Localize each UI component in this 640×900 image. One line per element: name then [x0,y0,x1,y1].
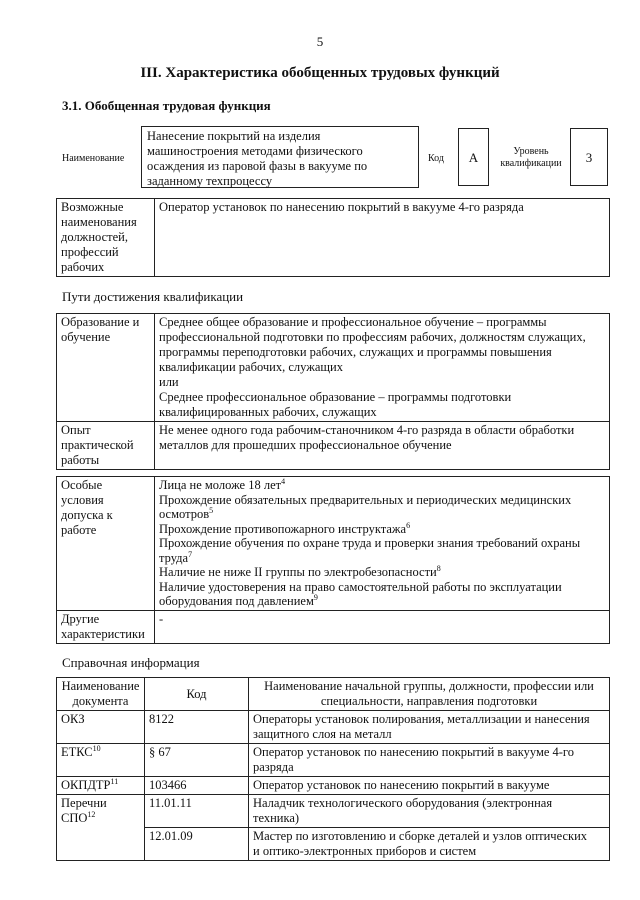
footnote-ref: 4 [281,476,286,486]
other-label [57,610,155,643]
doc-name: Перечни [61,796,107,810]
text-line: разряда [253,760,294,774]
label-line: рабочих [61,260,105,274]
text-line: защитного слоя на металл [253,727,392,741]
condition-text: труда [159,550,189,565]
condition-text: Прохождение обязательных предварительных и периодических медицинских [159,492,572,507]
special-conditions-value [155,477,610,611]
doc-name: СПО [61,811,88,825]
possible-names-label [57,199,155,277]
ref-code: 11.01.11 [145,795,249,828]
text-line: металлов для прошедших профессиональное обучение [159,438,452,452]
ref-doc [57,744,145,777]
text-line: Операторы установок полирования, металлизации и нанесения [253,712,590,726]
label-line: условия [61,493,104,507]
label-line: характеристики [61,626,145,641]
qualification-paths-heading: Пути достижения квалификации [62,289,244,304]
condition-text: Наличие удостоверения на право самостоятельной работы по эксплуатации [159,579,562,594]
level-label-line: Уровень [513,146,549,157]
education-value [155,314,610,422]
ref-code: § 67 [145,744,249,777]
text-line: и оптико-электронных приборов и систем [253,844,477,858]
ref-code: 8122 [145,711,249,744]
condition-item [159,551,605,566]
footnote-ref: 10 [92,743,101,753]
footnote-ref: 9 [313,592,318,602]
ref-name [249,744,610,777]
label-line: наименования [61,215,137,229]
experience-value [155,422,610,470]
label-line: практической [61,438,134,452]
label-line: Опыт [61,423,91,437]
education-label [57,314,155,422]
function-name-line: Нанесение покрытий на изделия [147,129,321,143]
function-name-line: машиностроения методами физического [147,144,363,158]
table-row [57,795,610,828]
text-line: Оператор установок по нанесению покрытий в вакууме [253,778,550,792]
ref-header-name [249,678,610,711]
text-line: Оператор установок по нанесению покрытий в вакууме 4-го [253,745,575,759]
other-value: - [155,610,610,643]
ref-name [249,711,610,744]
condition-text: Прохождение обучения по охране труда и проверки знания требований охраны [159,536,581,550]
header-line: специальности, направления подготовки [320,694,538,708]
code-label: Код [428,153,444,164]
table-row [57,711,610,744]
function-name-box [141,126,419,188]
text-line: Среднее профессиональное образование – программы подготовки [159,390,512,404]
level-label-line: квалификации [500,158,562,169]
doc-name: ЕТКС [61,745,93,759]
section-subtitle: 3.1. Обобщенная трудовая функция [62,98,271,113]
ref-name [249,777,610,795]
experience-label [57,422,155,470]
text-line: Не менее одного года рабочим-станочником 4-го разряда в области обработки [159,423,575,437]
level-value: 3 [570,128,608,186]
condition-text: Лица не моложе 18 лет [159,478,282,492]
condition-text: Прохождение противопожарного инструктажа [159,521,407,536]
condition-item [159,507,605,522]
doc-name: ОКПДТР [61,778,111,792]
ref-code: 12.01.09 [145,828,249,861]
label-line: работе [61,523,97,537]
label-line: профессий [61,245,119,259]
possible-names-table [56,198,610,277]
footnote-ref: 5 [209,505,214,515]
ref-name [249,795,610,828]
page-title: III. Характеристика обобщенных трудовых функций [140,65,500,81]
footnote-ref: 7 [188,549,193,559]
condition-item [159,565,605,580]
header-line: Наименование [61,679,140,693]
label-line: Другие [61,611,100,626]
conditions-table [56,476,610,644]
reference-heading: Справочная информация [62,655,200,670]
qualification-table [56,313,610,470]
footnote-ref: 6 [406,520,411,530]
name-label: Наименование [62,153,125,164]
header-line: Наименование начальной группы, должности, профессии или [264,679,594,693]
level-label [494,146,568,170]
label-line: должностей, [61,230,128,244]
function-name-line: заданному техпроцессу [147,174,273,188]
text-line: профессиональной подготовки по профессиям рабочих, должностям служащих, [159,330,586,344]
text-line: программы переподготовки рабочих, служащих и программы повышения [159,345,552,359]
page-number: 5 [316,34,324,49]
ref-doc [57,777,145,795]
label-line: допуска к [61,508,113,522]
header-line: документа [72,694,129,708]
text-line: или [159,375,179,389]
condition-item [159,522,605,537]
condition-text: осмотров [159,507,210,521]
text-line: квалификации рабочих, служащих [159,360,343,374]
code-value: А [458,128,489,186]
text-line: квалифицированных рабочих, служащих [159,405,377,419]
ref-name [249,828,610,861]
condition-item [159,594,605,609]
label-line: Особые [61,478,103,492]
label-line: Образование и [61,315,140,329]
condition-text: Наличие не ниже II группы по электробезопасности [159,565,437,579]
possible-names-value: Оператор установок по нанесению покрытий в вакууме 4-го разряда [155,199,610,277]
ref-header-code: Код [145,678,249,711]
label-line: обучение [61,330,111,344]
ref-code: 103466 [145,777,249,795]
function-name-line: осаждения из паровой фазы в вакууме по [147,159,368,173]
condition-item [159,478,605,493]
ref-doc [57,795,145,861]
text-line: Наладчик технологического оборудования (электронная [253,796,553,810]
ref-doc: ОКЗ [57,711,145,744]
text-line: Среднее общее образование и профессиональное обучение – программы [159,315,547,329]
text-line: техника) [253,811,300,825]
label-line: работы [61,453,100,467]
footnote-ref: 11 [110,776,119,786]
special-conditions-label [57,477,155,611]
reference-table [56,677,610,861]
footnote-ref: 12 [87,809,96,819]
table-row [57,744,610,777]
label-line: Возможные [61,200,124,214]
text-line: Мастер по изготовлению и сборке деталей и узлов оптических [253,829,588,843]
ref-header-doc [57,678,145,711]
condition-text: оборудования под давлением [159,594,314,608]
footnote-ref: 8 [436,563,441,573]
table-row [57,777,610,795]
